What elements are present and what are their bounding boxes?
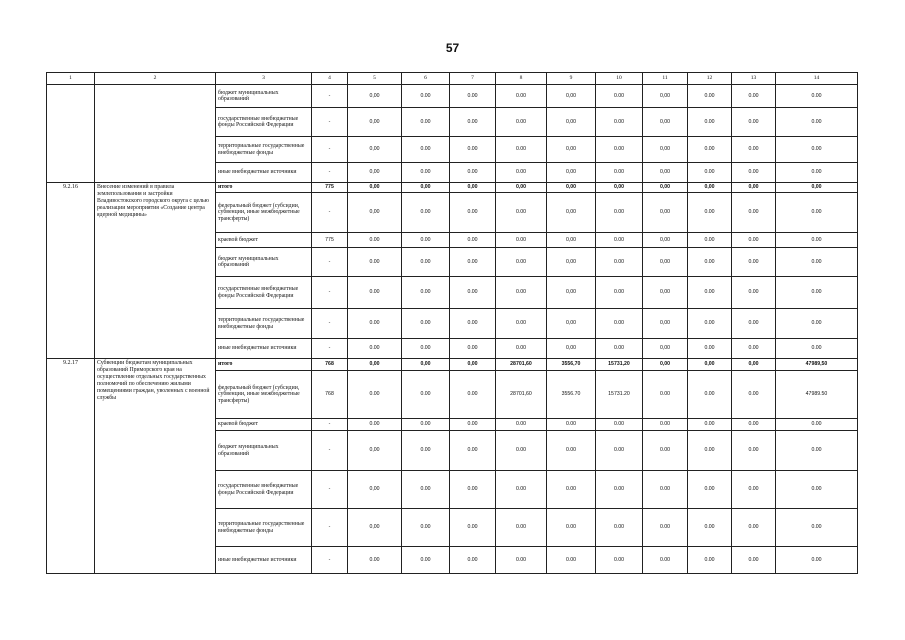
value-cell: 0,00 bbox=[450, 359, 496, 371]
value-cell: 0.00 bbox=[402, 248, 450, 277]
value-cell: 0.00 bbox=[732, 547, 776, 574]
value-cell: 0.00 bbox=[496, 547, 547, 574]
header-cell: 8 bbox=[496, 73, 547, 85]
value-cell: 0.00 bbox=[732, 509, 776, 547]
value-cell: 0,00 bbox=[643, 85, 688, 108]
value-cell: 0,00 bbox=[547, 233, 596, 248]
value-cell: 0,00 bbox=[643, 277, 688, 309]
value-cell: 0.00 bbox=[450, 419, 496, 431]
value-cell: 0,00 bbox=[348, 471, 402, 509]
value-cell: 0.00 bbox=[402, 277, 450, 309]
code-cell: - bbox=[312, 163, 348, 183]
value-cell: 0.00 bbox=[348, 371, 402, 419]
value-cell: 0.00 bbox=[596, 233, 643, 248]
table-body bbox=[47, 73, 858, 574]
code-cell: - bbox=[312, 509, 348, 547]
header-cell: 6 bbox=[402, 73, 450, 85]
value-cell: 0.00 bbox=[776, 233, 858, 248]
value-cell: 0.00 bbox=[402, 419, 450, 431]
value-cell: 0,00 bbox=[496, 183, 547, 193]
value-cell: 0.00 bbox=[732, 85, 776, 108]
value-cell: 0.00 bbox=[450, 277, 496, 309]
code-cell: - bbox=[312, 431, 348, 471]
value-cell: 0.00 bbox=[450, 193, 496, 233]
value-cell: 0.00 bbox=[450, 309, 496, 339]
value-cell: 0.00 bbox=[496, 339, 547, 359]
value-cell: 0,00 bbox=[643, 359, 688, 371]
value-cell: 0.00 bbox=[402, 509, 450, 547]
header-cell: 9 bbox=[547, 73, 596, 85]
code-cell: - bbox=[312, 547, 348, 574]
code-cell: - bbox=[312, 419, 348, 431]
value-cell: 0,00 bbox=[348, 108, 402, 137]
header-row bbox=[47, 73, 858, 85]
value-cell: 0.00 bbox=[643, 509, 688, 547]
value-cell: 0.00 bbox=[776, 509, 858, 547]
value-cell: 0.00 bbox=[496, 431, 547, 471]
value-cell: 0,00 bbox=[348, 183, 402, 193]
value-cell: 0.00 bbox=[596, 137, 643, 163]
value-cell: 0,00 bbox=[643, 193, 688, 233]
value-cell: 0,00 bbox=[643, 163, 688, 183]
value-cell: 0,00 bbox=[547, 137, 596, 163]
code-cell: - bbox=[312, 277, 348, 309]
value-cell: 0.00 bbox=[348, 339, 402, 359]
header-cell: 3 bbox=[216, 73, 312, 85]
value-cell: 0,00 bbox=[547, 193, 596, 233]
value-cell: 0.00 bbox=[348, 547, 402, 574]
value-cell: 0,00 bbox=[643, 183, 688, 193]
value-cell: 0.00 bbox=[450, 547, 496, 574]
value-cell: 0.00 bbox=[776, 108, 858, 137]
value-cell: 0,00 bbox=[348, 431, 402, 471]
header-cell: 14 bbox=[776, 73, 858, 85]
value-cell: 0.00 bbox=[776, 277, 858, 309]
header-cell: 5 bbox=[348, 73, 402, 85]
value-cell: 0.00 bbox=[496, 85, 547, 108]
value-cell: 0.00 bbox=[450, 85, 496, 108]
table-row bbox=[47, 85, 858, 108]
header-cell: 7 bbox=[450, 73, 496, 85]
value-cell: 0.00 bbox=[496, 108, 547, 137]
value-cell: 0.00 bbox=[402, 431, 450, 471]
value-cell: 0.00 bbox=[402, 85, 450, 108]
value-cell: 0,00 bbox=[547, 339, 596, 359]
budget-table bbox=[46, 72, 858, 574]
value-cell: 0.00 bbox=[348, 277, 402, 309]
funding-source: бюджет муниципальных образований bbox=[216, 85, 312, 108]
value-cell: 0.00 bbox=[450, 137, 496, 163]
header-cell: 2 bbox=[95, 73, 216, 85]
code-cell: - bbox=[312, 193, 348, 233]
value-cell: 0.00 bbox=[402, 163, 450, 183]
code-cell: 768 bbox=[312, 359, 348, 371]
value-cell: 0.00 bbox=[776, 547, 858, 574]
value-cell: 0.00 bbox=[688, 233, 732, 248]
value-cell: 0.00 bbox=[688, 419, 732, 431]
value-cell: 0,00 bbox=[348, 509, 402, 547]
value-cell: 0.00 bbox=[688, 85, 732, 108]
code-cell: 775 bbox=[312, 183, 348, 193]
value-cell: 15731,20 bbox=[596, 359, 643, 371]
value-cell: 0,00 bbox=[547, 108, 596, 137]
code-cell: - bbox=[312, 137, 348, 163]
value-cell: 0.00 bbox=[688, 277, 732, 309]
item-name bbox=[95, 85, 216, 183]
value-cell: 0.00 bbox=[596, 277, 643, 309]
code-cell: - bbox=[312, 339, 348, 359]
value-cell: 0.00 bbox=[348, 248, 402, 277]
value-cell: 0,00 bbox=[643, 309, 688, 339]
value-cell: 0.00 bbox=[732, 471, 776, 509]
code-cell: - bbox=[312, 108, 348, 137]
value-cell: 0.00 bbox=[732, 163, 776, 183]
funding-source: иные внебюджетные источники bbox=[216, 339, 312, 359]
value-cell: 0.00 bbox=[776, 85, 858, 108]
value-cell: 0.00 bbox=[450, 509, 496, 547]
value-cell: 0.00 bbox=[688, 193, 732, 233]
value-cell: 0.00 bbox=[596, 309, 643, 339]
funding-source: краевой бюджет bbox=[216, 233, 312, 248]
funding-source: краевой бюджет bbox=[216, 419, 312, 431]
value-cell: 0.00 bbox=[348, 419, 402, 431]
value-cell: 0,00 bbox=[643, 339, 688, 359]
value-cell: 0,00 bbox=[596, 183, 643, 193]
value-cell: 0.00 bbox=[688, 163, 732, 183]
value-cell: 0.00 bbox=[688, 431, 732, 471]
code-cell: - bbox=[312, 248, 348, 277]
code-cell: - bbox=[312, 85, 348, 108]
value-cell: 0.00 bbox=[688, 471, 732, 509]
value-cell: 28701,60 bbox=[496, 359, 547, 371]
value-cell: 0.00 bbox=[596, 85, 643, 108]
value-cell: 0.00 bbox=[776, 137, 858, 163]
item-name: Субвенции бюджетам муниципальных образований Приморского края на осуществление отдельных государственных полномочий по обеспечению жилыми помещениями граждан, уволенных с военной службы bbox=[95, 359, 216, 574]
value-cell: 0.00 bbox=[688, 248, 732, 277]
value-cell: 0.00 bbox=[496, 277, 547, 309]
value-cell: 0.00 bbox=[596, 509, 643, 547]
value-cell: 0,00 bbox=[547, 163, 596, 183]
table-row bbox=[47, 359, 858, 371]
value-cell: 0.00 bbox=[643, 419, 688, 431]
value-cell: 0.00 bbox=[688, 108, 732, 137]
value-cell: 0,00 bbox=[688, 183, 732, 193]
value-cell: 0.00 bbox=[450, 163, 496, 183]
funding-source: государственные внебюджетные фонды Российской Федерации bbox=[216, 108, 312, 137]
value-cell: 0.00 bbox=[450, 233, 496, 248]
value-cell: 0.00 bbox=[450, 248, 496, 277]
header-cell: 11 bbox=[643, 73, 688, 85]
value-cell: 0.00 bbox=[348, 233, 402, 248]
value-cell: 0.00 bbox=[688, 137, 732, 163]
value-cell: 47989.50 bbox=[776, 371, 858, 419]
value-cell: 0,00 bbox=[643, 108, 688, 137]
value-cell: 0.00 bbox=[596, 163, 643, 183]
value-cell: 0.00 bbox=[348, 309, 402, 339]
item-name: Внесение изменений в правила землепользования и застройки Владивостокского городского округа с целью реализации мероприятия «Создание центра ядерной медицины» bbox=[95, 183, 216, 359]
value-cell: 0,00 bbox=[450, 183, 496, 193]
value-cell: 0.00 bbox=[596, 248, 643, 277]
funding-source: государственные внебюджетные фонды Российской Федерации bbox=[216, 277, 312, 309]
value-cell: 0,00 bbox=[547, 248, 596, 277]
value-cell: 0.00 bbox=[776, 419, 858, 431]
page-number: 57 bbox=[445, 41, 460, 55]
value-cell: 0,00 bbox=[547, 183, 596, 193]
value-cell: 0,00 bbox=[547, 277, 596, 309]
value-cell: 0.00 bbox=[732, 339, 776, 359]
value-cell: 0.00 bbox=[496, 193, 547, 233]
table-row bbox=[47, 183, 858, 193]
value-cell: 0.00 bbox=[732, 108, 776, 137]
value-cell: 0.00 bbox=[596, 547, 643, 574]
value-cell: 15731.20 bbox=[596, 371, 643, 419]
value-cell: 0,00 bbox=[348, 85, 402, 108]
value-cell: 0.00 bbox=[688, 309, 732, 339]
funding-source: иные внебюджетные источники bbox=[216, 163, 312, 183]
value-cell: 0,00 bbox=[643, 233, 688, 248]
value-cell: 0.00 bbox=[402, 193, 450, 233]
value-cell: 0,00 bbox=[688, 359, 732, 371]
header-cell: 4 bbox=[312, 73, 348, 85]
value-cell: 0.00 bbox=[732, 137, 776, 163]
item-code bbox=[47, 85, 95, 183]
value-cell: 0,00 bbox=[547, 85, 596, 108]
header-cell: 12 bbox=[688, 73, 732, 85]
value-cell: 0.00 bbox=[450, 339, 496, 359]
code-cell: - bbox=[312, 471, 348, 509]
value-cell: 3556.70 bbox=[547, 371, 596, 419]
value-cell: 0,00 bbox=[348, 137, 402, 163]
value-cell: 0.00 bbox=[596, 471, 643, 509]
value-cell: 0.00 bbox=[547, 509, 596, 547]
funding-source: федеральный бюджет (субсидии, субвенции, иные межбюджетные трансферты) bbox=[216, 193, 312, 233]
value-cell: 0.00 bbox=[402, 547, 450, 574]
value-cell: 0.00 bbox=[596, 431, 643, 471]
code-cell: - bbox=[312, 309, 348, 339]
value-cell: 0,00 bbox=[643, 137, 688, 163]
value-cell: 0,00 bbox=[643, 248, 688, 277]
funding-source: территориальные государственные внебюджетные фонды bbox=[216, 309, 312, 339]
value-cell: 0,00 bbox=[348, 359, 402, 371]
code-cell: 775 bbox=[312, 233, 348, 248]
value-cell: 0.00 bbox=[776, 431, 858, 471]
value-cell: 0.00 bbox=[596, 419, 643, 431]
value-cell: 0.00 bbox=[496, 419, 547, 431]
value-cell: 0.00 bbox=[643, 431, 688, 471]
value-cell: 0.00 bbox=[496, 137, 547, 163]
value-cell: 0.00 bbox=[732, 431, 776, 471]
value-cell: 0.00 bbox=[402, 471, 450, 509]
funding-source: бюджет муниципальных образований bbox=[216, 431, 312, 471]
value-cell: 3556,70 bbox=[547, 359, 596, 371]
value-cell: 0.00 bbox=[402, 108, 450, 137]
value-cell: 0.00 bbox=[776, 248, 858, 277]
value-cell: 0.00 bbox=[643, 471, 688, 509]
funding-source: итого bbox=[216, 359, 312, 371]
value-cell: 0.00 bbox=[643, 547, 688, 574]
value-cell: 0.00 bbox=[547, 419, 596, 431]
value-cell: 0.00 bbox=[688, 339, 732, 359]
header-cell: 10 bbox=[596, 73, 643, 85]
value-cell: 0.00 bbox=[732, 371, 776, 419]
value-cell: 0.00 bbox=[596, 339, 643, 359]
value-cell: 0.00 bbox=[732, 419, 776, 431]
value-cell: 0,00 bbox=[776, 183, 858, 193]
value-cell: 0.00 bbox=[643, 371, 688, 419]
item-code: 9.2.17 bbox=[47, 359, 95, 574]
value-cell: 0.00 bbox=[732, 277, 776, 309]
funding-source: итого bbox=[216, 183, 312, 193]
value-cell: 0.00 bbox=[547, 547, 596, 574]
value-cell: 0.00 bbox=[596, 193, 643, 233]
value-cell: 0.00 bbox=[450, 471, 496, 509]
value-cell: 0.00 bbox=[732, 248, 776, 277]
value-cell: 0.00 bbox=[776, 471, 858, 509]
header-cell: 13 bbox=[732, 73, 776, 85]
value-cell: 0,00 bbox=[732, 183, 776, 193]
value-cell: 0.00 bbox=[402, 233, 450, 248]
header-cell: 1 bbox=[47, 73, 95, 85]
funding-source: иные внебюджетные источники bbox=[216, 547, 312, 574]
value-cell: 0.00 bbox=[547, 471, 596, 509]
value-cell: 47989,50 bbox=[776, 359, 858, 371]
value-cell: 0.00 bbox=[496, 509, 547, 547]
value-cell: 0,00 bbox=[348, 163, 402, 183]
value-cell: 0.00 bbox=[496, 163, 547, 183]
value-cell: 0,00 bbox=[547, 309, 596, 339]
value-cell: 0.00 bbox=[402, 371, 450, 419]
value-cell: 0.00 bbox=[596, 108, 643, 137]
value-cell: 0.00 bbox=[547, 431, 596, 471]
value-cell: 0.00 bbox=[450, 371, 496, 419]
code-cell: 768 bbox=[312, 371, 348, 419]
value-cell: 0.00 bbox=[496, 471, 547, 509]
value-cell: 0.00 bbox=[732, 309, 776, 339]
value-cell: 0.00 bbox=[402, 339, 450, 359]
funding-source: федеральный бюджет (субсидии, субвенции, иные межбюджетные трансферты) bbox=[216, 371, 312, 419]
value-cell: 0.00 bbox=[688, 509, 732, 547]
value-cell: 0.00 bbox=[688, 547, 732, 574]
value-cell: 0.00 bbox=[776, 163, 858, 183]
value-cell: 0.00 bbox=[402, 309, 450, 339]
value-cell: 28701,60 bbox=[496, 371, 547, 419]
value-cell: 0.00 bbox=[776, 309, 858, 339]
value-cell: 0,00 bbox=[732, 359, 776, 371]
funding-source: территориальные государственные внебюджетные фонды bbox=[216, 509, 312, 547]
value-cell: 0.00 bbox=[732, 233, 776, 248]
value-cell: 0.00 bbox=[732, 193, 776, 233]
value-cell: 0,00 bbox=[348, 193, 402, 233]
value-cell: 0.00 bbox=[776, 339, 858, 359]
value-cell: 0.00 bbox=[496, 309, 547, 339]
value-cell: 0,00 bbox=[402, 359, 450, 371]
value-cell: 0.00 bbox=[496, 248, 547, 277]
value-cell: 0.00 bbox=[402, 137, 450, 163]
value-cell: 0.00 bbox=[450, 108, 496, 137]
value-cell: 0,00 bbox=[402, 183, 450, 193]
funding-source: территориальные государственные внебюджетные фонды bbox=[216, 137, 312, 163]
funding-source: бюджет муниципальных образований bbox=[216, 248, 312, 277]
funding-source: государственные внебюджетные фонды Российской Федерации bbox=[216, 471, 312, 509]
value-cell: 0.00 bbox=[776, 193, 858, 233]
value-cell: 0.00 bbox=[688, 371, 732, 419]
item-code: 9.2.16 bbox=[47, 183, 95, 359]
value-cell: 0.00 bbox=[496, 233, 547, 248]
value-cell: 0.00 bbox=[450, 431, 496, 471]
